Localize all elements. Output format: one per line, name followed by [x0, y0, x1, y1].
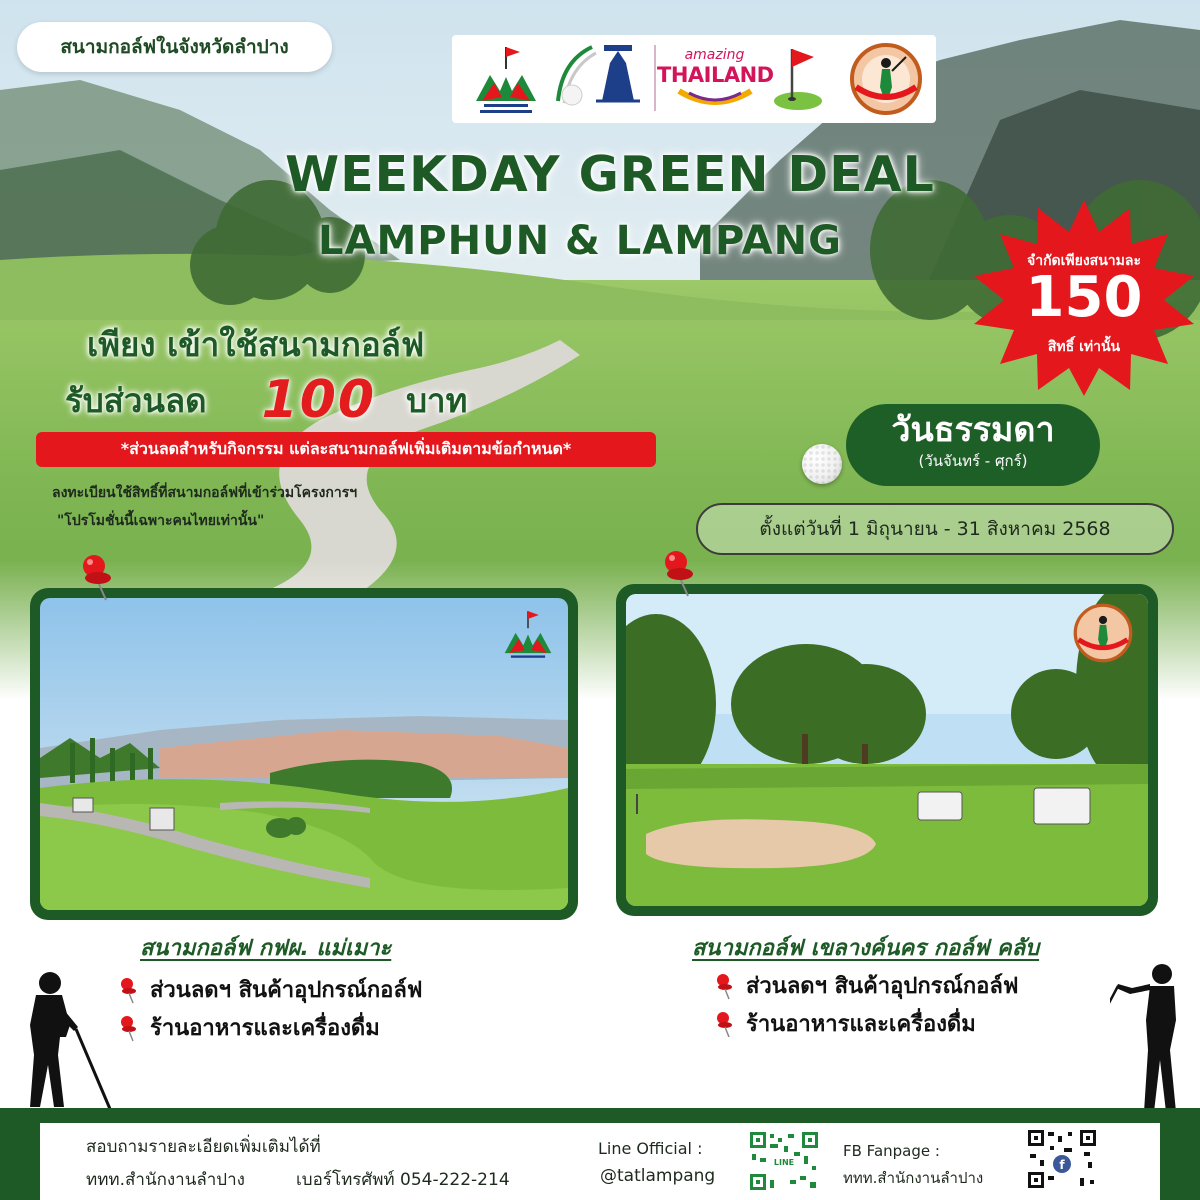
- egat-maemoh-golf-logo: [470, 41, 542, 117]
- quota-number: 150: [1025, 265, 1143, 330]
- weekday-days: (วันจันทร์ - ศุกร์): [918, 452, 1028, 470]
- weekday-title: วันธรรมดา: [891, 410, 1055, 450]
- push-pin-icon: [78, 552, 118, 602]
- discount-amount: 100: [261, 370, 377, 430]
- facebook-qr-code-icon[interactable]: [1026, 1128, 1098, 1190]
- course-photo-frame-right: [616, 584, 1158, 916]
- push-pin-icon: [118, 976, 140, 1004]
- perk-item: [714, 1006, 976, 1041]
- khelang-course-photo: [626, 594, 1148, 906]
- perk-item: [118, 1010, 380, 1045]
- footer-fb-name[interactable]: ททท.สำนักงานลำปาง: [843, 1169, 984, 1187]
- offer-prefix: รับส่วนลด: [65, 380, 207, 420]
- golfer-silhouette-icon: [0, 965, 120, 1115]
- perk-item: [714, 968, 1018, 1003]
- perk-label: ส่วนลดฯ สินค้าอุปกรณ์กอล์ฟ: [746, 974, 1019, 999]
- perk-label: ร้านอาหารและเครื่องดื่ม: [150, 1016, 380, 1041]
- footer-fb-label: FB Fanpage :: [843, 1142, 940, 1160]
- logo-divider: [654, 45, 656, 111]
- partner-logos: [452, 35, 936, 123]
- province-label: สนามกอล์ฟในจังหวัดลำปาง: [17, 22, 332, 72]
- sub-title: LAMPHUN & LAMPANG: [318, 218, 842, 264]
- course-name-maemoh: สนามกอล์ฟ กฟผ. แม่เมาะ: [140, 936, 392, 961]
- footer-phone: เบอร์โทรศัพท์ 054-222-214: [296, 1170, 510, 1190]
- footer-office: ททท.สำนักงานลำปาง: [86, 1170, 245, 1190]
- offer-suffix: บาท: [406, 380, 468, 420]
- khelang-golf-club-logo: [848, 41, 924, 117]
- qr-line-caption: LINE: [773, 1158, 795, 1167]
- course-photo-frame-left: [30, 588, 578, 920]
- maemoh-badge-icon: [500, 606, 556, 666]
- offer-line-1: เพียง เข้าใช้สนามกอล์ฟ: [87, 325, 425, 364]
- perk-item: [118, 972, 422, 1007]
- offer-line-2: [65, 370, 467, 430]
- thailand-text: THAILAND: [657, 63, 774, 87]
- maemoh-course-photo: [40, 598, 568, 910]
- perk-label: ร้านอาหารและเครื่องดื่ม: [746, 1012, 976, 1037]
- push-pin-icon: [714, 1010, 736, 1038]
- weekday-badge: [846, 404, 1100, 486]
- tat-logo: [552, 41, 648, 117]
- main-title: WEEKDAY GREEN DEAL: [285, 146, 935, 203]
- golf-flag-icon: [770, 41, 826, 117]
- register-note: ลงทะเบียนใช้สิทธิ์ที่สนามกอล์ฟที่เข้าร่วมโครงการฯ: [52, 485, 358, 501]
- push-pin-icon: [660, 548, 700, 598]
- perk-label: ส่วนลดฯ สินค้าอุปกรณ์กอล์ฟ: [150, 978, 423, 1003]
- quota-label-top: จำกัดเพียงสนามละ: [1027, 253, 1141, 269]
- khelang-badge-icon: [1072, 602, 1134, 664]
- facebook-f-icon: f: [1059, 1158, 1065, 1172]
- promotion-date-range: ตั้งแต่วันที่ 1 มิถุนายน - 31 สิงหาคม 2568: [696, 503, 1174, 555]
- golf-ball-icon: [802, 444, 842, 484]
- course-name-khelang: สนามกอล์ฟ เขลางค์นคร กอล์ฟ คลับ: [692, 936, 1040, 961]
- quota-label-bottom: สิทธิ์ เท่านั้น: [1047, 339, 1121, 355]
- line-qr-code-icon[interactable]: [748, 1130, 820, 1192]
- footer-inquiry: สอบถามรายละเอียดเพิ่มเติมได้ที่: [86, 1137, 321, 1157]
- amazing-text: amazing: [684, 47, 745, 63]
- amazing-thailand-logo: [657, 47, 772, 111]
- footer-line-label: Line Official :: [598, 1139, 703, 1158]
- push-pin-icon: [118, 1014, 140, 1042]
- terms-note: *ส่วนลดสำหรับกิจกรรม แต่ละสนามกอล์ฟเพิ่มเติมตามข้อกำหนด*: [36, 432, 656, 467]
- footer-line-id[interactable]: @tatlampang: [600, 1166, 716, 1186]
- thai-only-note: "โปรโมชั่นนี้เฉพาะคนไทยเท่านั้น": [57, 513, 265, 529]
- golfer-silhouette-icon: [1110, 960, 1200, 1120]
- smile-swoosh-icon: [675, 87, 755, 107]
- push-pin-icon: [714, 972, 736, 1000]
